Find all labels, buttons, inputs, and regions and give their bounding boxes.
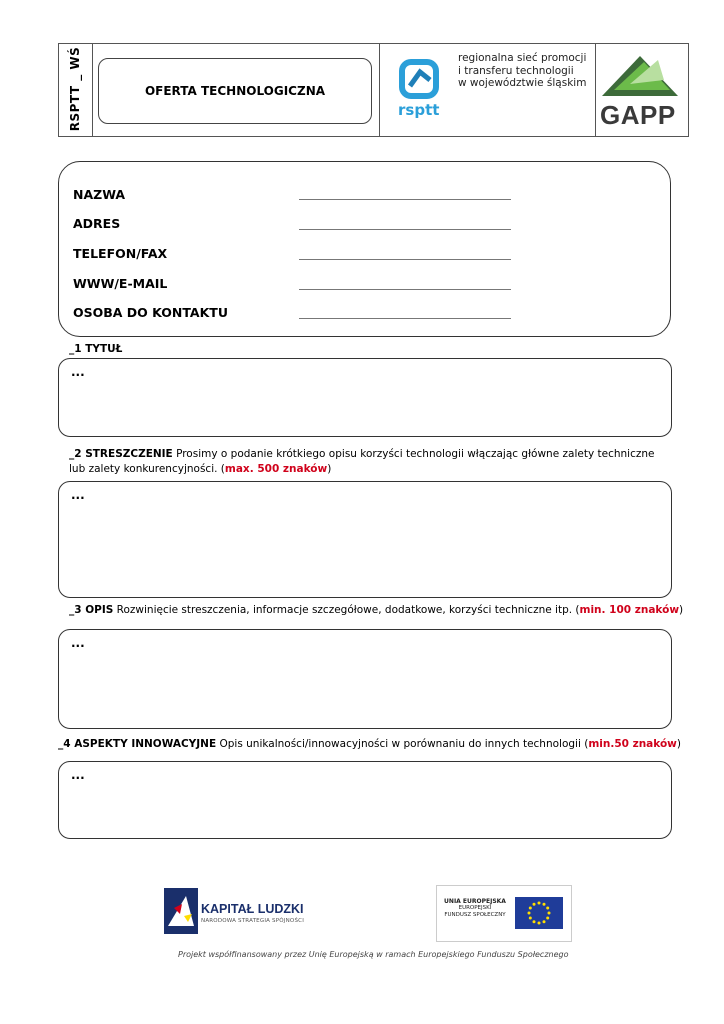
section-4-box[interactable]: ... xyxy=(58,761,672,839)
section-3-heading: _3 OPIS Rozwinięcie streszczenia, informacje szczegółowe, dodatkowe, korzyści techniczne itp. (min. 100 znaków) xyxy=(69,604,684,616)
vertical-label: RSPTT _ WŚ xyxy=(68,46,82,132)
label-nazwa: NAZWA xyxy=(73,187,126,202)
gapp-logo-icon xyxy=(600,50,680,98)
section-1-box[interactable]: ... xyxy=(58,358,672,437)
cofinance-note: Projekt współfinansowany przez Unię Europejską w ramach Europejskiego Funduszu Społecznego xyxy=(178,950,569,959)
osoba-input[interactable] xyxy=(299,317,511,319)
label-adres: ADRES xyxy=(73,216,121,231)
gapp-logo-text: GAPP xyxy=(600,100,676,130)
adres-input[interactable] xyxy=(299,228,511,230)
kapital-ludzki-subtitle: NARODOWA STRATEGIA SPÓJNOŚCI xyxy=(201,918,305,924)
kapital-ludzki-logo-icon xyxy=(164,888,198,934)
section-3-box[interactable]: ... xyxy=(58,629,672,729)
label-osoba: OSOBA DO KONTAKTU xyxy=(73,305,228,320)
rsptt-description: regionalna sieć promocji i transferu technologii w województwie śląskim xyxy=(458,52,587,89)
kapital-ludzki-title: KAPITAŁ LUDZKI xyxy=(201,902,304,916)
section-2-heading: _2 STRESZCZENIE Prosimy o podanie krótkiego opisu korzyści technologii włączając główne zalety techniczne lub zalety konkurencyjności. (max. 500 znaków) xyxy=(69,448,655,475)
section-2-box[interactable]: ... xyxy=(58,481,672,598)
label-telefon: TELEFON/FAX xyxy=(73,246,168,261)
document-title: OFERTA TECHNOLOGICZNA xyxy=(98,58,372,124)
rsptt-logo-icon xyxy=(396,58,450,120)
nazwa-input[interactable] xyxy=(299,198,511,200)
telefon-input[interactable] xyxy=(299,258,511,260)
section-4-heading: _4 ASPEKTY INNOWACYJNE Opis unikalności/innowacyjności w porównaniu do innych technologii (min.50 znaków) xyxy=(58,738,681,750)
eu-logo: UNIA EUROPEJSKA EUROPEJSKI FUNDUSZ SPOŁECZNY xyxy=(436,885,572,942)
section-1-heading: _1 TYTUŁ xyxy=(69,343,123,355)
www-input[interactable] xyxy=(299,288,511,290)
eu-flag-icon xyxy=(515,897,563,929)
svg-text:rsptt: rsptt xyxy=(398,101,440,119)
label-www: WWW/E-MAIL xyxy=(73,276,168,291)
